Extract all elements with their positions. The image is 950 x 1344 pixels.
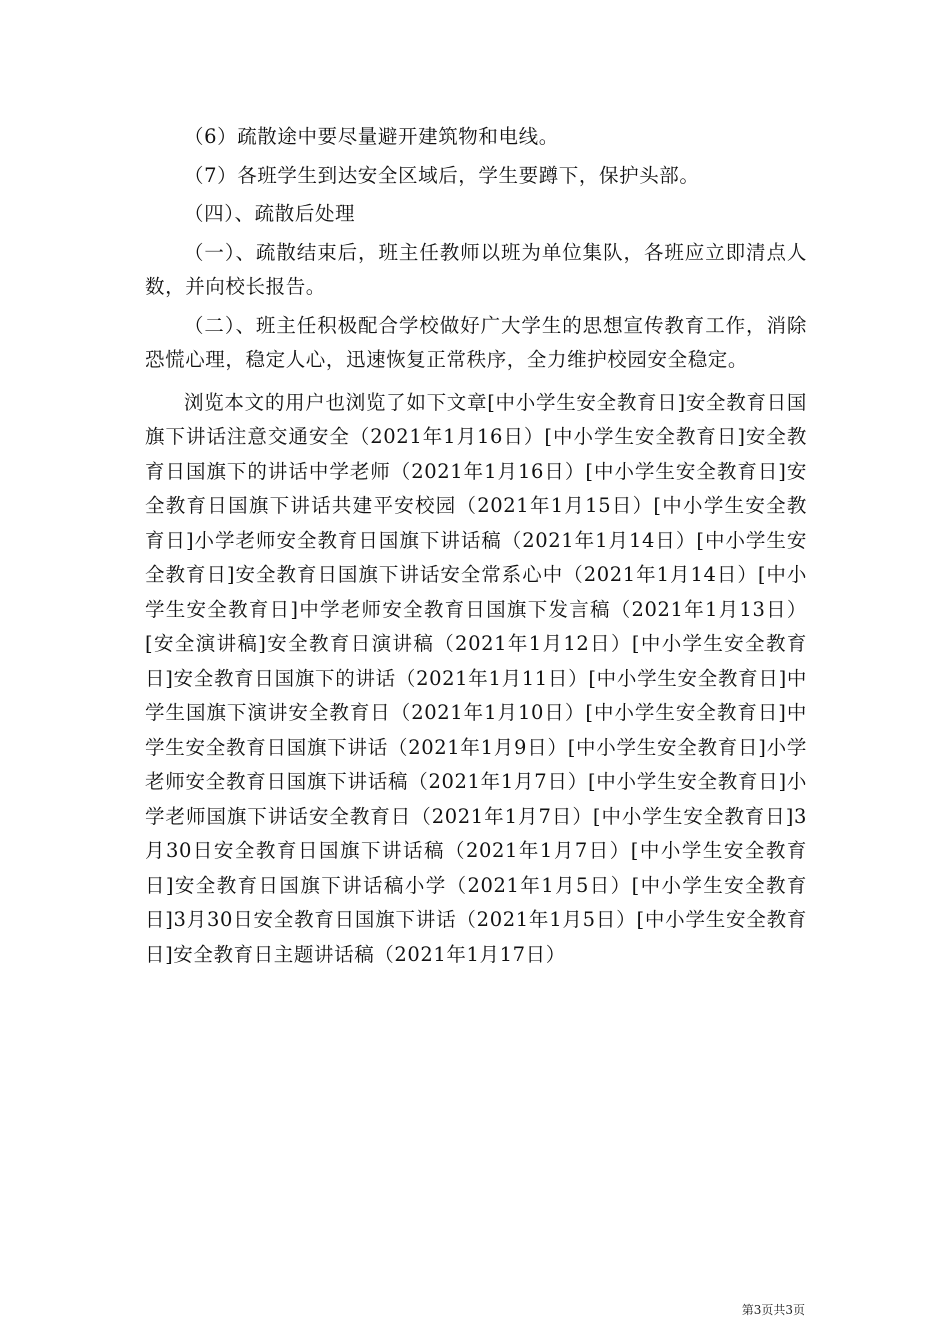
related-articles-paragraph: 浏览本文的用户也浏览了如下文章[中小学生安全教育日]安全教育日国旗下讲话注意交通安全（2021年1月16日）[中小学生安全教育日]安全教育日国旗下的讲话中学老师（2021年1月16日）[中小学生安全教育日]安全教育日国旗下讲话共建平安校园（2021年1月15日）[中小学生安全教育日]小学老师安全教育日国旗下讲话稿（2021年1月14日）[中小学生安全教育日]安全教育日国旗下讲话安全常系心中（2021年1月14日）[中小学生安全教育日]中学老师安全教育日国旗下发言稿（2021年1月13日）[安全演讲稿]安全教育日演讲稿（2021年1月12日）[中小学生安全教育日]安全教育日国旗下的讲话（2021年1月11日）[中小学生安全教育日]中学生国旗下演讲安全教育日（2021年1月10日）[中小学生安全教育日]中学生安全教育日国旗下讲话（2021年1月9日）[中小学生安全教育日]小学老师安全教育日国旗下讲话稿（2021年1月7日）[中小学生安全教育日]小学老师国旗下讲话安全教育日（2021年1月7日）[中小学生安全教育日]3月30日安全教育日国旗下讲话稿（2021年1月7日）[中小学生安全教育日]安全教育日国旗下讲话稿小学（2021年1月5日）[中小学生安全教育日]3月30日安全教育日国旗下讲话（2021年1月5日）[中小学生安全教育日]安全教育日主题讲话稿（2021年1月17日）: [145, 390, 807, 966]
document-body: [145, 120, 807, 976]
paragraph-post-evacuation-2: （二）、班主任积极配合学校做好广大学生的思想宣传教育工作，消除恐慌心理，稳定人心，迅速恢复正常秩序，全力维护校园安全稳定。: [145, 313, 807, 371]
paragraph-evacuation-step-6: （6）疏散途中要尽量避开建筑物和电线。: [184, 125, 559, 148]
page-number-footer: 第3页共3页: [741, 1303, 805, 1317]
section-heading-post-evacuation: （四）、疏散后处理: [184, 202, 356, 225]
paragraph-post-evacuation-1: （一）、疏散结束后，班主任教师以班为单位集队，各班应立即清点人数，并向校长报告。: [145, 240, 807, 298]
paragraph-evacuation-step-7: （7）各班学生到达安全区域后，学生要蹲下，保护头部。: [184, 163, 700, 187]
